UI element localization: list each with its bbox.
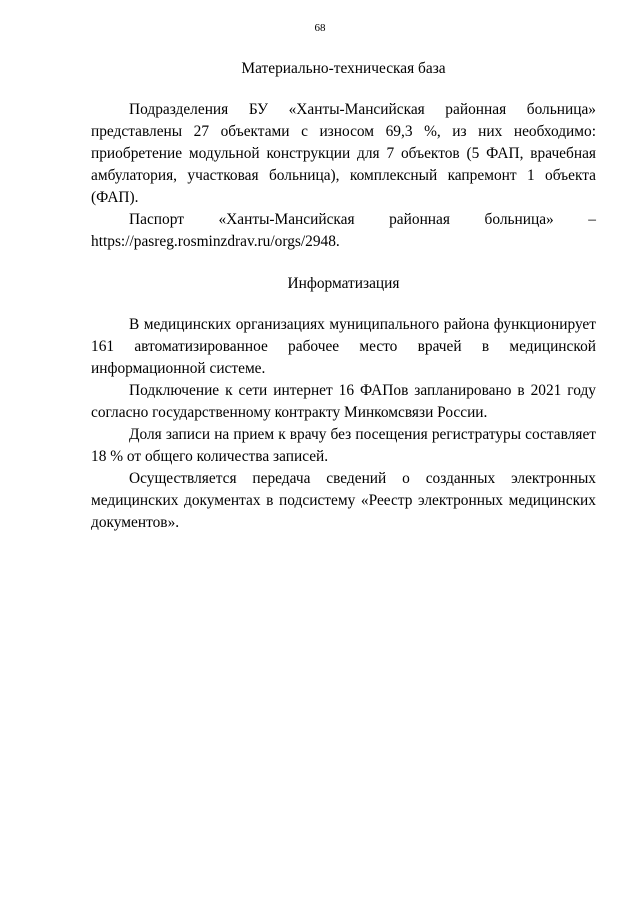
paragraph-internet-connection: Подключение к сети интернет 16 ФАПов запланировано в 2021 году согласно государственному контракту Минкомсвязи России. (91, 382, 596, 421)
paragraph-passport-link: Паспорт «Ханты-Мансийская районная больница» – https://pasreg.rosminzdrav.ru/orgs/2948. (91, 211, 596, 250)
document-body (91, 58, 596, 534)
section-heading-material-base: Материально-техническая база (241, 60, 446, 77)
page-number: 68 (314, 22, 326, 34)
paragraph-workstations: В медицинских организациях муниципального района функционирует 161 автоматизированное рабочее место врачей в медицинской информационной системе. (91, 316, 596, 377)
paragraph-online-booking: Доля записи на прием к врачу без посещения регистратуры составляет 18 % от общего количества записей. (91, 426, 596, 465)
paragraph-emd-registry: Осуществляется передача сведений о созданных электронных медицинских документах в подсистему «Реестр электронных медицинских документов». (91, 470, 596, 531)
section-heading-informatization: Информатизация (287, 275, 400, 292)
paragraph-material-base-objects: Подразделения БУ «Ханты-Мансийская районная больница» представлены 27 объектами с износом 69,3 %, из них необходимо: приобретение модульной конструкции для 7 объектов (5 ФАП, врачебная амбулатория, участковая больница), комплексный капремонт 1 объекта (ФАП). (91, 101, 596, 206)
